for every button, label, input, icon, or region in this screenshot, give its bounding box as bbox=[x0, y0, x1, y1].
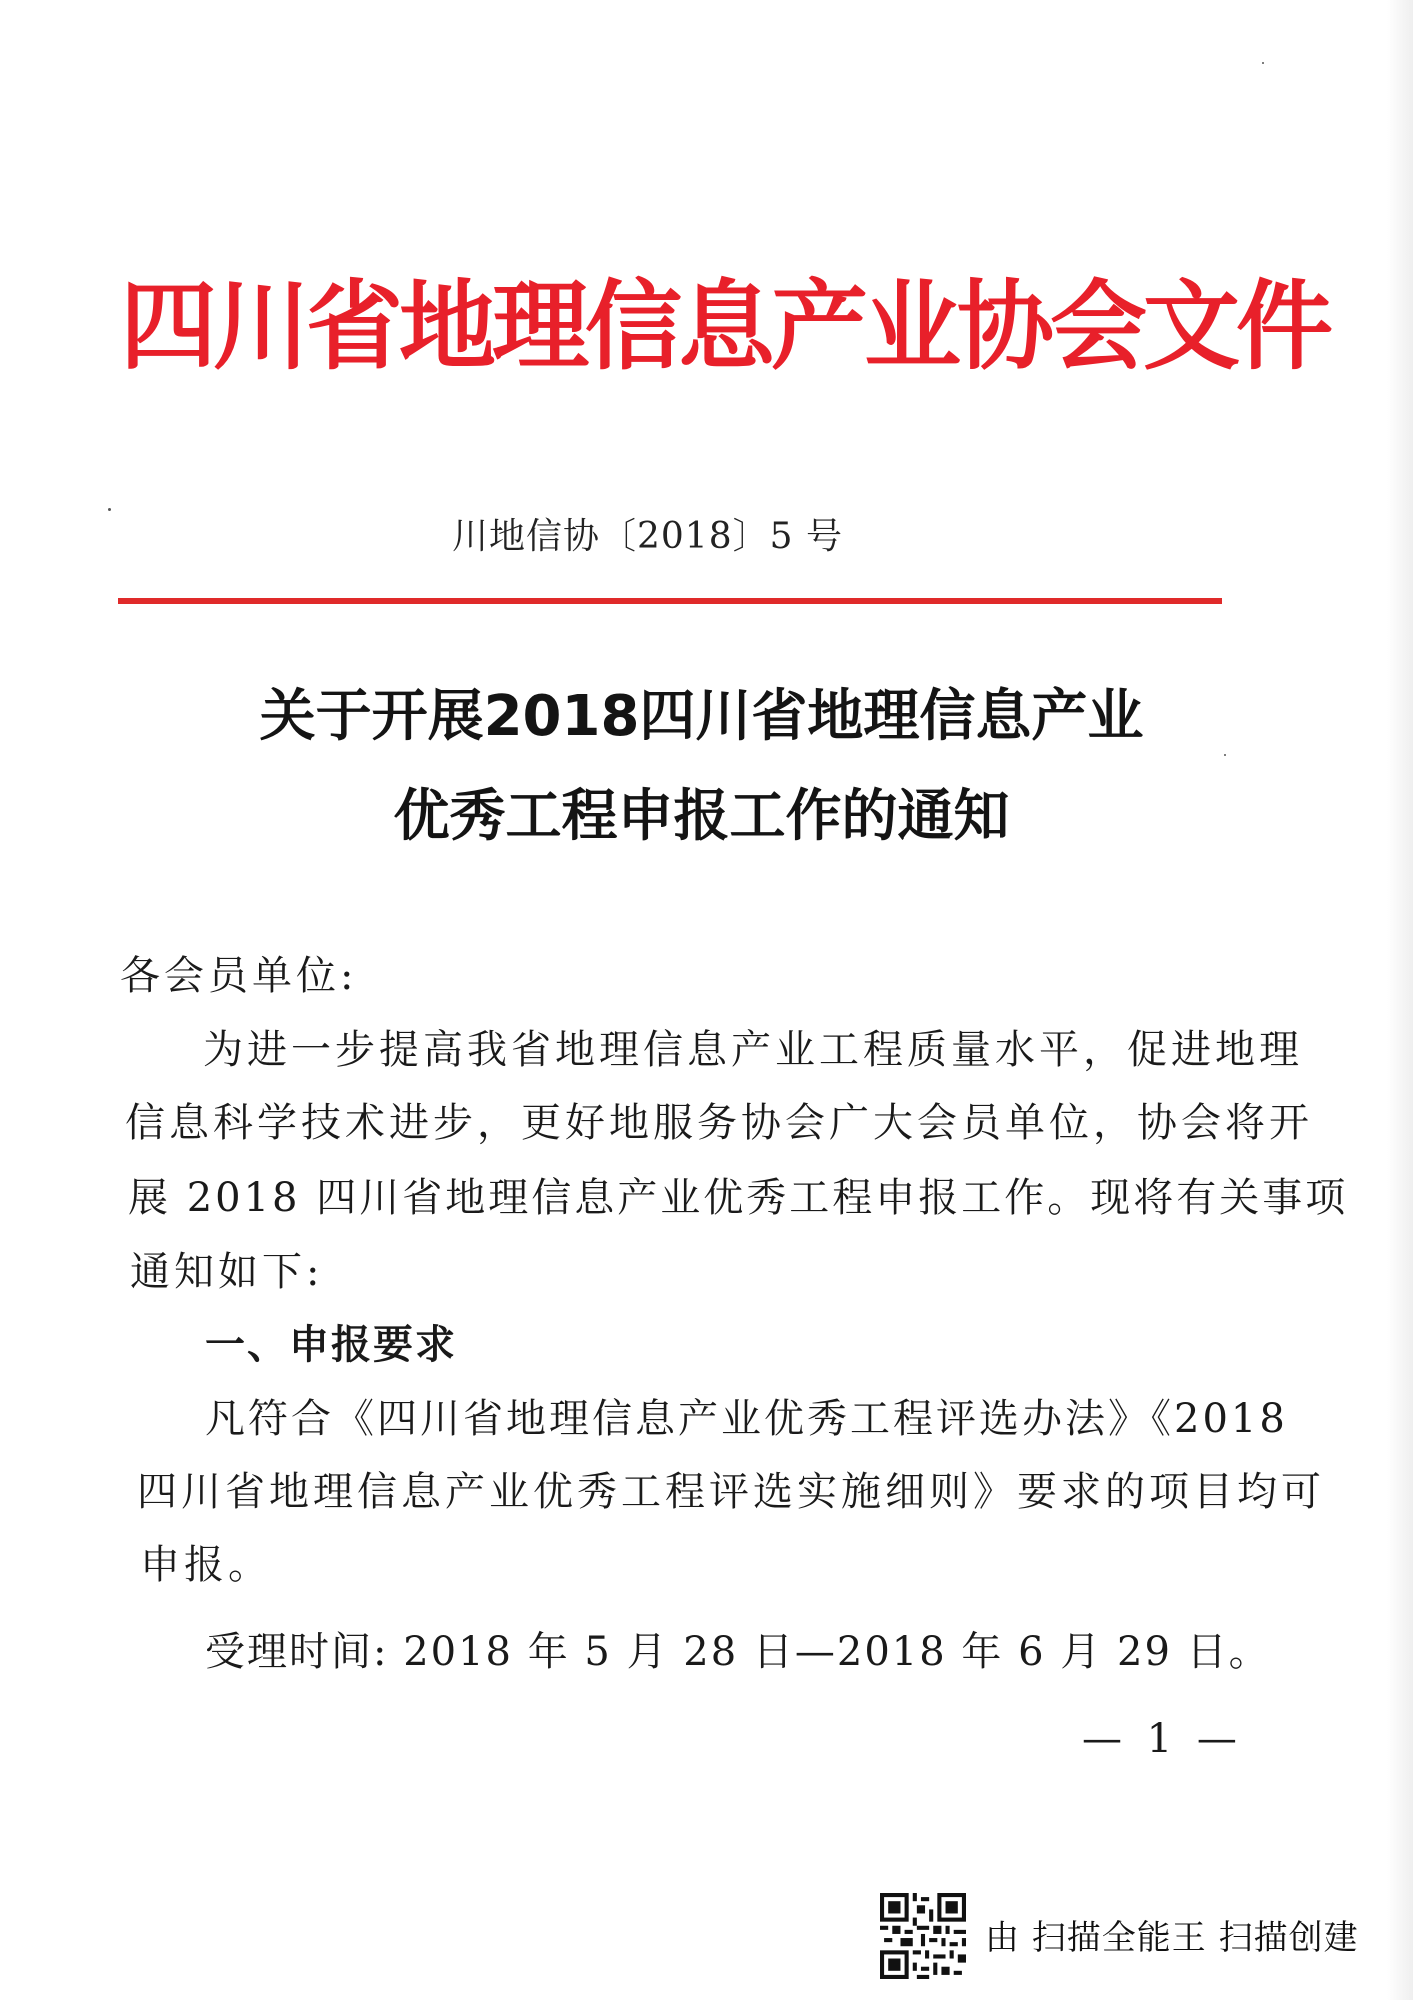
section-1-line-3: 申报。 bbox=[140, 1542, 272, 1588]
section-1-line-2: 四川省地理信息产业优秀工程评选实施细则》要求的项目均可 bbox=[137, 1469, 1325, 1515]
accept-time: 受理时间: 2018 年 5 月 28 日—2018 年 6 月 29 日。 bbox=[205, 1629, 1271, 1675]
intro-line-1: 为进一步提高我省地理信息产业工程质量水平，促进地理 bbox=[203, 1027, 1303, 1073]
scan-speck bbox=[1224, 754, 1226, 756]
scan-speck bbox=[1262, 62, 1264, 64]
org-document-header: 四川省地理信息产业协会文件 bbox=[120, 270, 1329, 383]
red-divider-line bbox=[118, 598, 1222, 604]
page-number: — 1 — bbox=[1082, 1716, 1243, 1762]
intro-line-2: 信息科学技术进步，更好地服务协会广大会员单位，协会将开 bbox=[125, 1100, 1313, 1146]
section-1-line-1: 凡符合《四川省地理信息产业优秀工程评选办法》《2018 bbox=[205, 1396, 1288, 1442]
intro-line-3: 展 2018 四川省地理信息产业优秀工程申报工作。现将有关事项 bbox=[128, 1175, 1349, 1221]
document-number: 川地信协〔2018〕5 号 bbox=[452, 516, 843, 557]
notice-title-line-1: 关于开展2018四川省地理信息产业 bbox=[259, 684, 1144, 749]
page-edge-shadow bbox=[1387, 0, 1413, 2000]
section-1-heading: 一、申报要求 bbox=[205, 1322, 457, 1368]
scanner-watermark-text: 由 扫描全能王 扫描创建 bbox=[985, 1918, 1359, 1958]
salutation: 各会员单位: bbox=[120, 953, 358, 999]
qr-code-icon bbox=[880, 1893, 966, 1979]
notice-title-line-2: 优秀工程申报工作的通知 bbox=[393, 784, 1010, 849]
scan-speck bbox=[108, 508, 111, 511]
intro-line-4: 通知如下: bbox=[130, 1249, 324, 1295]
